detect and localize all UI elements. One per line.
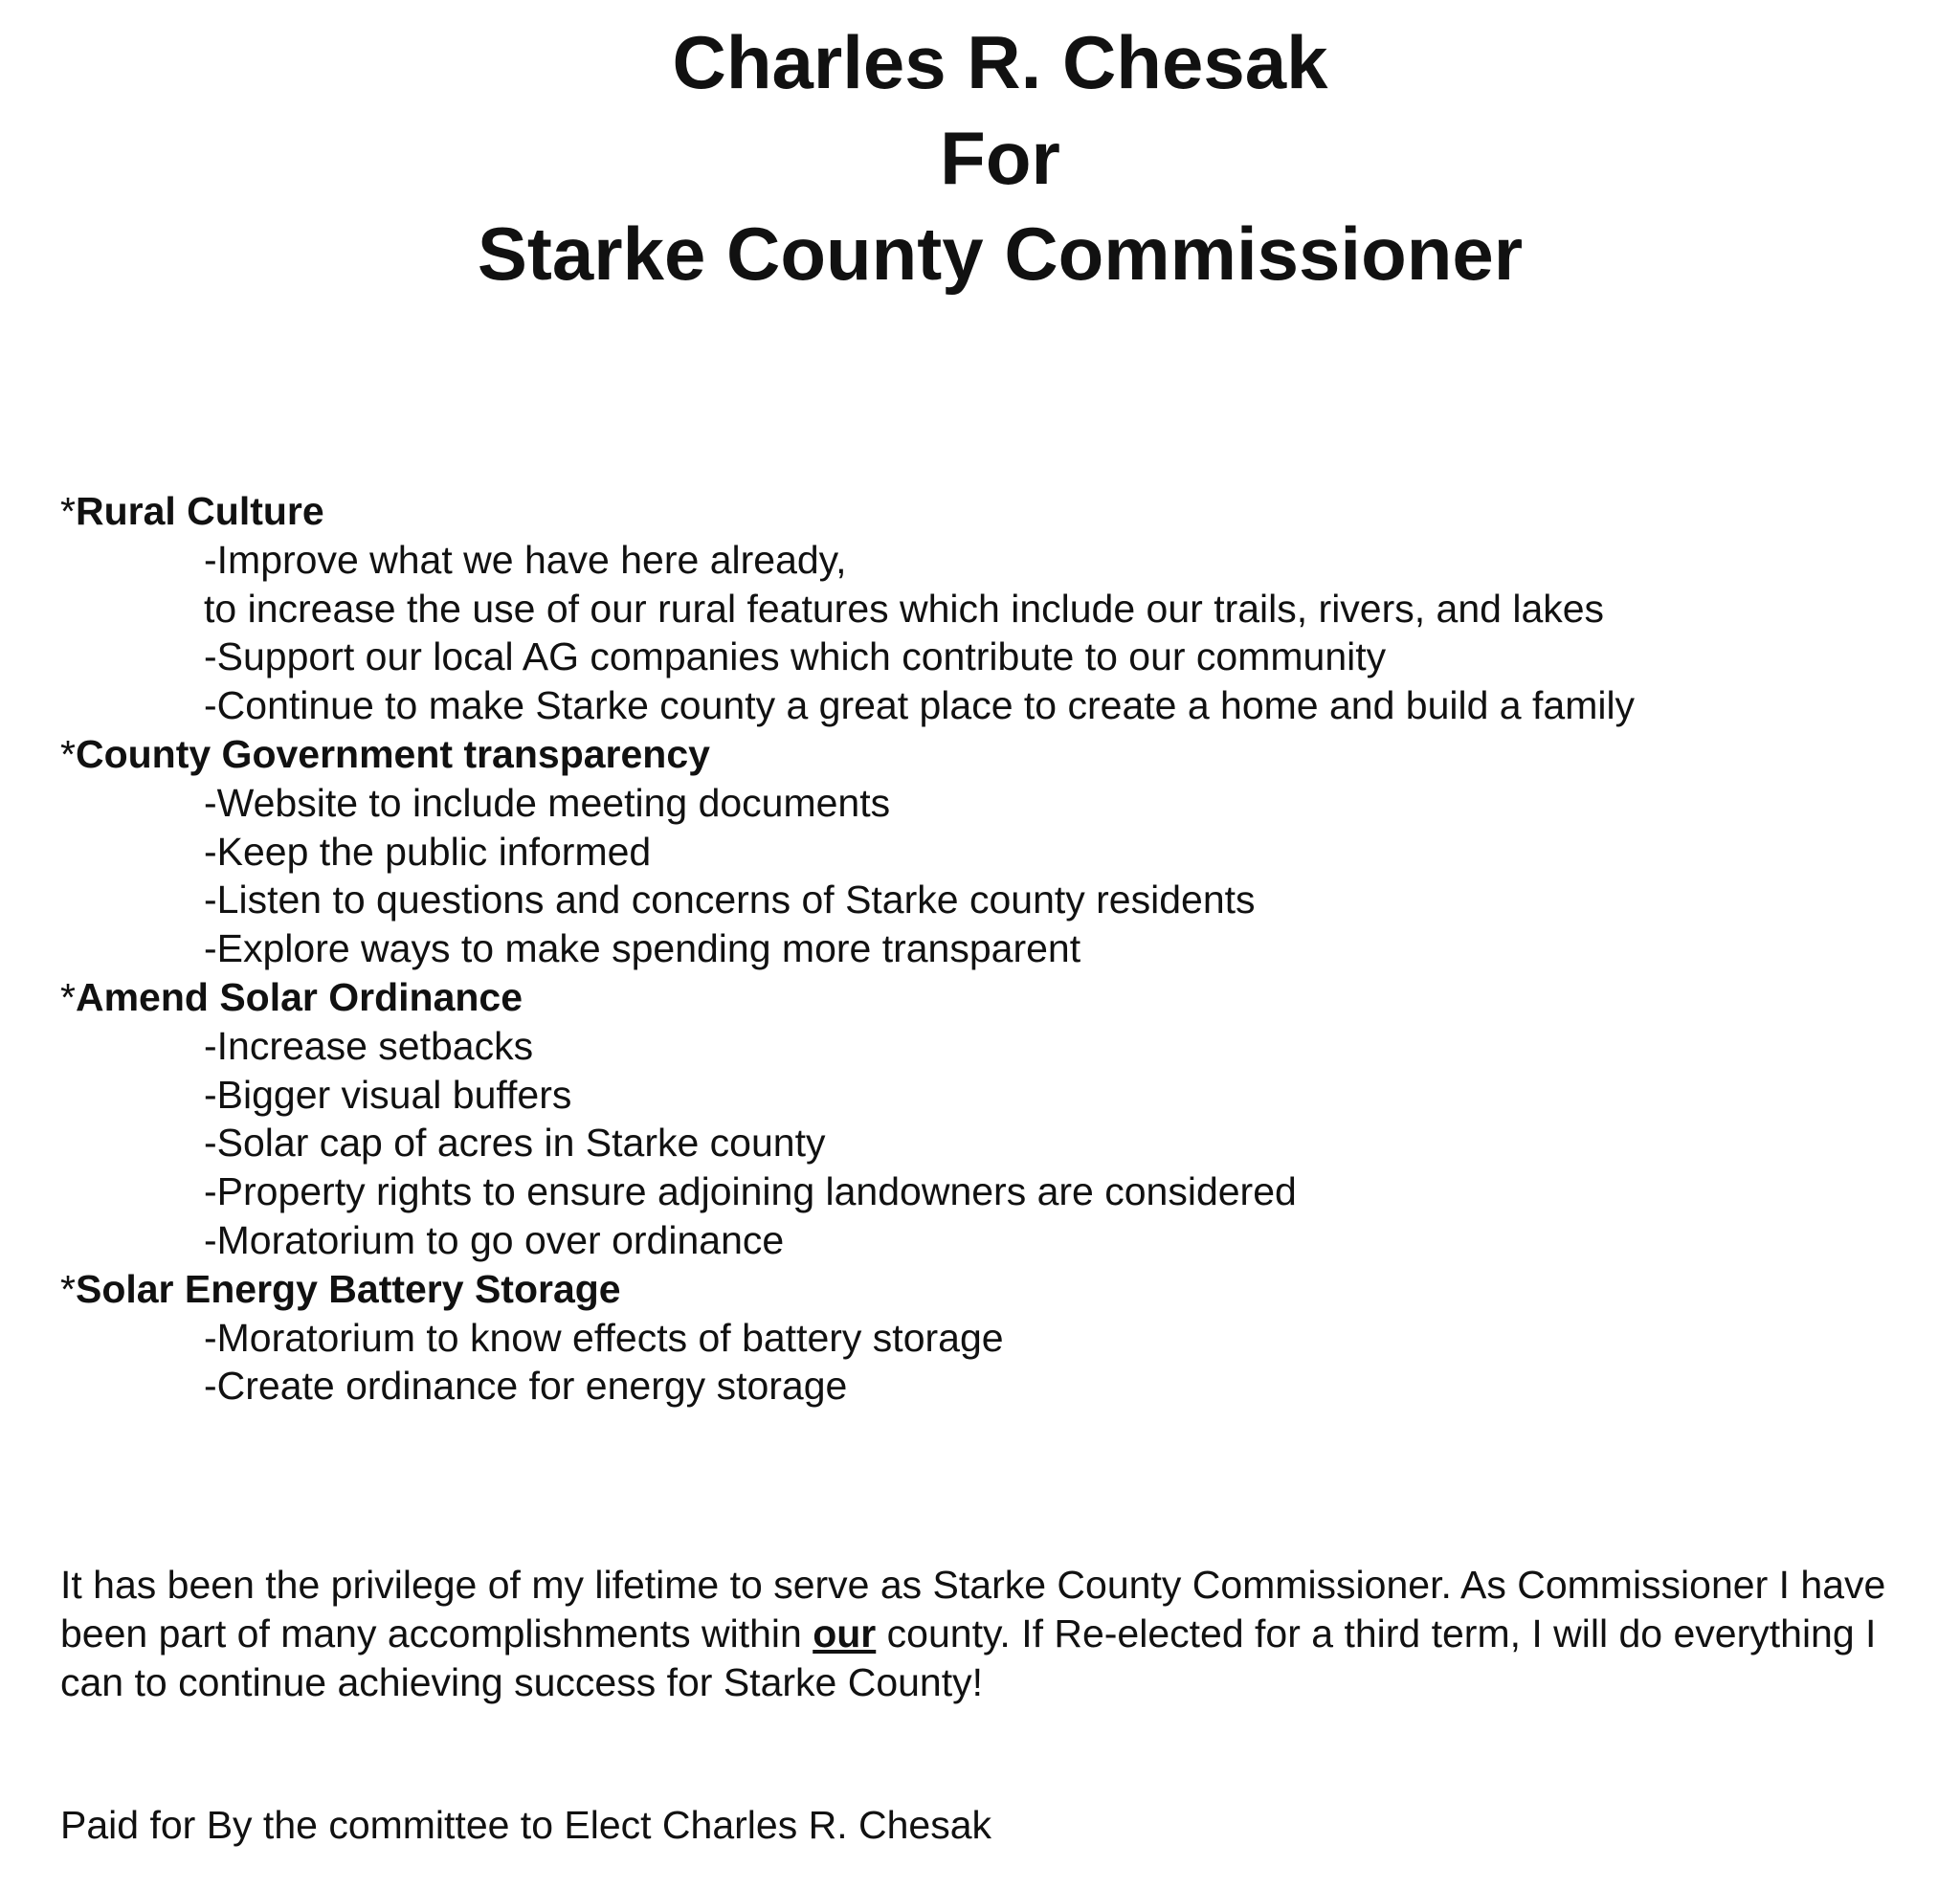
closing-text-2: county. If Re-elected for a third term, I will do everything I can to continue achieving success for Starke County! — [60, 1611, 1877, 1704]
platform-item: -Improve what we have here already, — [204, 537, 847, 582]
section-heading — [60, 730, 1936, 779]
bullet-star: * — [60, 489, 76, 533]
platform-section-transparency — [60, 730, 1936, 973]
platform-item: -Support our local AG companies which contribute to our community — [204, 634, 1387, 679]
section-heading — [60, 1265, 1936, 1314]
platform-item: -Website to include meeting documents — [204, 780, 891, 825]
platform-item: -Explore ways to make spending more transparent — [204, 926, 1081, 971]
title-for: For — [940, 116, 1060, 200]
section-heading-text: Amend Solar Ordinance — [75, 974, 523, 1019]
platform-item: -Solar cap of acres in Starke county — [204, 1121, 826, 1166]
paid-for-disclaimer: Paid for By the committee to Elect Charles R. Chesak — [60, 1803, 992, 1847]
platform-list — [60, 487, 1936, 1411]
bullet-star: * — [60, 974, 76, 1019]
section-heading — [60, 973, 1936, 1022]
platform-item: -Moratorium to know effects of battery storage — [204, 1315, 1004, 1360]
platform-item: -Bigger visual buffers — [204, 1072, 572, 1117]
platform-item: -Keep the public informed — [204, 829, 652, 874]
section-heading-text: Solar Energy Battery Storage — [75, 1266, 621, 1311]
emphasis-our: our — [813, 1611, 877, 1656]
office-title: Starke County Commissioner — [477, 211, 1524, 296]
section-heading-text: Rural Culture — [75, 489, 324, 533]
platform-item: -Moratorium to go over ordinance — [204, 1217, 785, 1262]
platform-section-solar-ordinance — [60, 973, 1936, 1265]
platform-item: to increase the use of our rural features which include our trails, rivers, and lakes — [204, 586, 1605, 631]
platform-section-battery-storage — [60, 1265, 1936, 1411]
platform-item: -Property rights to ensure adjoining landowners are considered — [204, 1169, 1297, 1214]
section-heading-text: County Government transparency — [75, 731, 710, 776]
bullet-star: * — [60, 731, 76, 776]
bullet-star: * — [60, 1266, 76, 1311]
platform-item: -Listen to questions and concerns of Starke county residents — [204, 878, 1256, 922]
platform-item: -Increase setbacks — [204, 1023, 534, 1068]
platform-item: -Create ordinance for energy storage — [204, 1364, 848, 1409]
platform-section-rural-culture — [60, 487, 1936, 730]
closing-text-1: It has been the privilege of my lifetime to serve as Starke County Commissioner. As Commissioner I have been part of many accomplishments within — [60, 1563, 1886, 1656]
platform-item: -Continue to make Starke county a great place to create a home and build a family — [204, 683, 1636, 728]
closing-paragraph — [60, 1561, 1936, 1707]
candidate-name: Charles R. Chesak — [672, 20, 1328, 104]
section-heading — [60, 487, 1936, 536]
